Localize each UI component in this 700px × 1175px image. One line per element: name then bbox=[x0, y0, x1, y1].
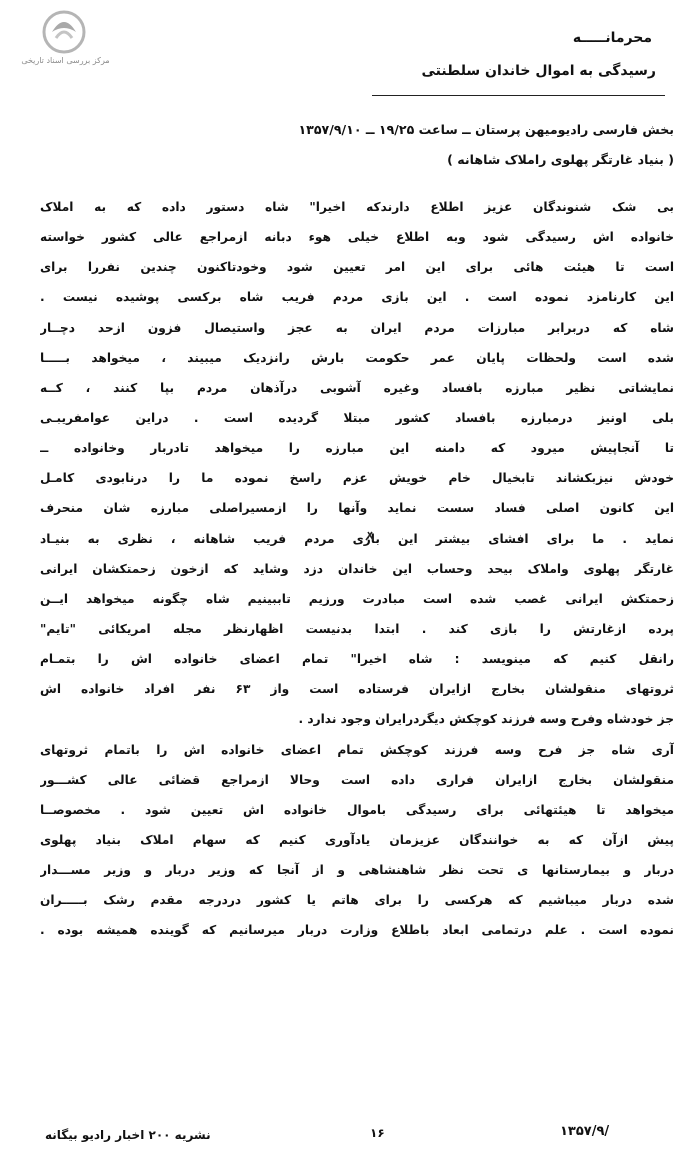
body-line: تا آنجاپیش میرود که دامنه این مبارزه را میخواهد تادربار وخانواده ــ bbox=[40, 441, 674, 456]
body-line: نموده است . علم درتمامی ابعاد باطلاع وزارت دربار میرسانیم که گوینده همیشه بوده . bbox=[40, 923, 674, 938]
body-line: بی شک شنوندگان عزیز اطلاع دارندکه اخیرا" شاه دستور داده که به املاک bbox=[40, 200, 674, 214]
archive-logo-caption: مرکز بررسی اسناد تاریخی bbox=[21, 56, 110, 65]
body-line: خانواده اش رسیدگی شود وبه اطلاع خیلی هوء دبانه ازمراجع عالی کشور خواسته bbox=[40, 230, 674, 245]
body-line: رانقل کنیم که مینویسد : شاه اخیرا" تمام اعضای خانواده اش را بتمـام bbox=[40, 652, 674, 667]
body-line: است تا هیئت هائی برای این امر تعیین شود وخودتاکنون چندین نفررا برای bbox=[40, 260, 674, 275]
body-line: غارتگر پهلوی واملاک بیحد وحساب این خاندان دزد وشاید که ازخون زحمتکشان ایرانی bbox=[40, 561, 674, 576]
body-line: شده دربار میباشیم که هرکسی را برای هاتم یا کشور دردرجه مقدم رشک بـــــران bbox=[40, 893, 674, 908]
classification-label: محرمانـــــه bbox=[572, 30, 652, 46]
body-line: میخواهد تا هیئتهائی برای رسیدگی باموال خانواده اش تعیین شود . مخصوصــا bbox=[40, 802, 674, 817]
body-line: نمایشاتی نظیر مبارزه بافساد وغیره آشوبی درآذهان مردم بپا کنند ، کــه bbox=[40, 380, 674, 395]
footer-date: ۱۳۵۷/۹/ bbox=[560, 1124, 610, 1139]
body-line: شاه که دربرابر مبارزات مردم ایران به عجز واستیصال فزون ازحد دچــار bbox=[40, 320, 674, 335]
subject-line: رسیدگی به اموال خاندان سلطنتی bbox=[421, 63, 656, 79]
body-line: پیش ازآن که به خوانندگان عزیزمان یادآوری کنیم که سهام املاک بنیاد پهلوی bbox=[40, 832, 674, 847]
body-line: بلی اونیز درمبارزه بافساد کشور مبتلا گردیده است . دراین عوامفریبـی bbox=[40, 410, 674, 425]
footer-page-number: ۱۶ bbox=[370, 1126, 385, 1140]
body-line: زحمتکش ایرانی غصب شده است مبادرت ورزیم تاببینیم شاه چگونه میخواهد ایــن bbox=[40, 591, 674, 606]
body-line: ثروتهای منقولشان بخارج ازایران فرستاده است واز ۶۳ نفر افراد خانواده اش bbox=[40, 682, 674, 697]
body-line: آری شاه جز فرح وسه فرزند کوچکش تمام اعضای خانواده اش را باتمام ثروتهای bbox=[40, 742, 674, 757]
body-line: پرده ازغارتش را بازی کند . ابتدا بدنیست اظهارنظر مجله امریکائی "تایم" bbox=[40, 621, 674, 636]
body-line: خودش نیزبکشاند تابخیال خام خویش عزم راسخ نموده ما را درنابودی کامـل bbox=[40, 471, 674, 486]
body-line: دربار و بیمارستانها ی تحت نظر شاهنشاهی و از آنجا که وزیر دربار و وزیر مســـدار bbox=[40, 863, 674, 878]
body-line: منقولشان بخارج ازایران فراری داده است وحالا ازمراجع قضائی عالی کشـــور bbox=[40, 772, 674, 787]
body-line: شده است ولحظات پایان عمر حکومت بارش رانزدیک میبیند ، میخواهد بـــــا bbox=[40, 350, 674, 365]
footer-publication: نشریه ۲۰۰ اخبار رادیو بیگانه bbox=[45, 1128, 211, 1142]
broadcast-headline: ( بنیاد غارتگر پهلوی راملاک شاهانه ) bbox=[447, 152, 674, 167]
body-line: نماید . ما برای افشای بیشتر این بازی مردم فریب شاهانه ، نظری به بنیـاد bbox=[40, 531, 674, 546]
broadcast-source-line: بخش فارسی رادیومیهن پرستان ــ ساعت ۱۹/۲۵ ــ ۱۳۵۷/۹/۱۰ bbox=[298, 122, 674, 137]
body-line: جز خودشاه وفرح وسه فرزند کوچکش دیگردرایران وجود ندارد . bbox=[298, 712, 674, 727]
body-line: این کانون اصلی فساد سست نماید وآنها را ازمسیراصلی مبارزه شان منحرف bbox=[40, 501, 674, 516]
body-line: این کارنامزد نموده است . این بازی مردم فریب شاه برکسی پوشیده نیست . bbox=[40, 290, 674, 305]
